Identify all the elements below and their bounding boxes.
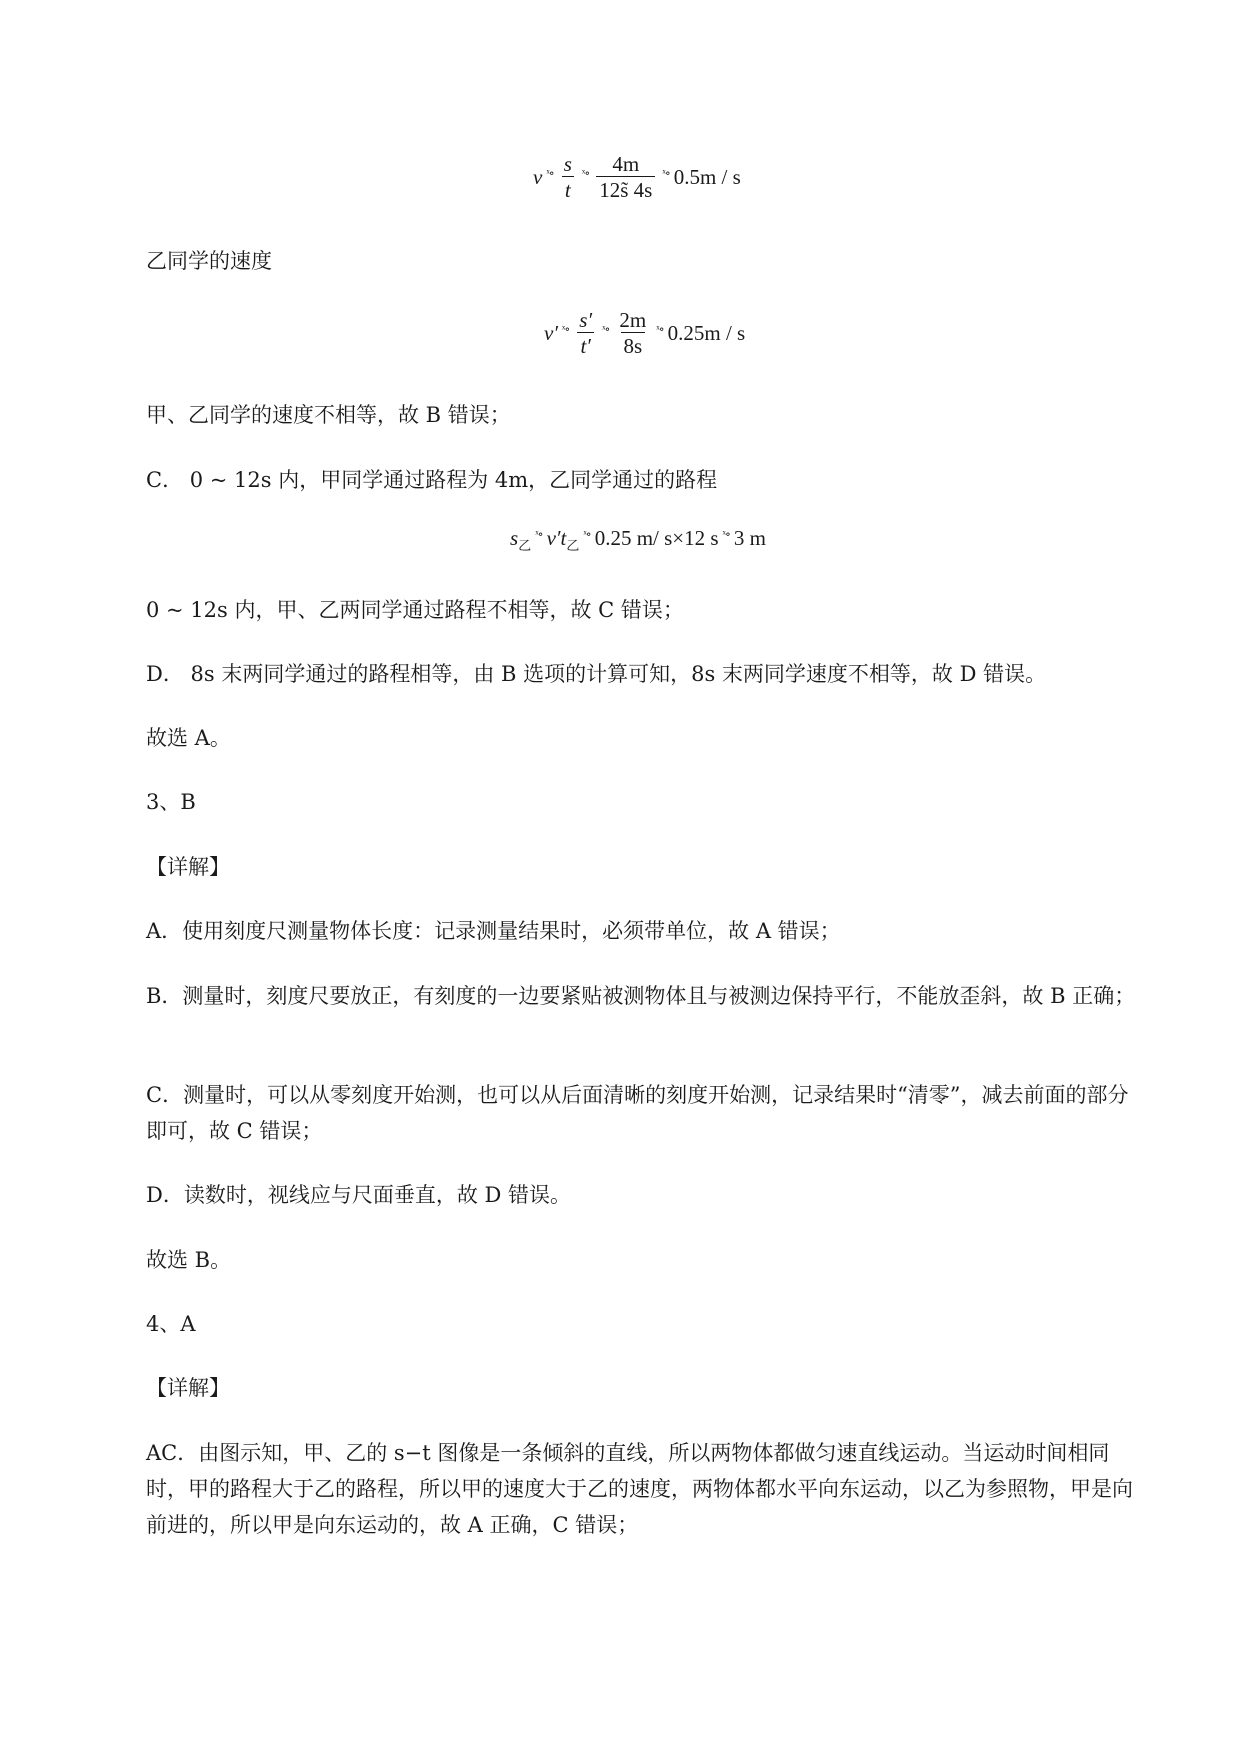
paragraph: 甲、乙同学的速度不相等，故 B 错误； [146,403,511,427]
eq2-frac2 [616,308,649,359]
eq2-frac1 [576,308,595,359]
section-heading: 【详解】 [146,1376,230,1400]
eq1-frac2 [596,152,655,203]
answer-number: 4、A [146,1312,196,1336]
paragraph: AC．由图示知，甲、乙的 s−t 图像是一条倾斜的直线，所以两物体都做匀速直线运动。当运动时间相同时，甲的路程大于乙的路程，所以甲的速度大于乙的速度，两物体都水平向东运动，以乙为参照物，甲是向前进的，所以甲是向东运动的，故 A 正确，C 错误； [146,1441,1133,1537]
eq1-rhs: 0.5m / s [673,165,741,189]
paragraph: D．读数时，视线应与尺面垂直，故 D 错误。 [146,1183,572,1207]
eq2-sym2: ˣ∘ [602,322,610,336]
eq1-frac1 [561,152,575,203]
eq2-lhs: v′ [544,321,558,345]
eq2-rhs: 0.25m / s [667,321,746,345]
section-heading: 【详解】 [146,855,230,879]
eq1-frac1-num: s [563,152,572,176]
paragraph: B．测量时，刻度尺要放正，有刻度的一边要紧贴被测物体且与被测边保持平行，不能放歪斜，故 B 正确； [146,984,1136,1008]
eq3-sym1: ˣ∘ [535,527,543,541]
paragraph: 乙同学的速度 [146,249,272,273]
eq3-calc: 0.25 m/ s×12 s [594,526,719,550]
equation-distance-yi [510,526,766,551]
eq2-frac2-num: 2m [619,308,647,332]
eq3-mid-sub: 乙 [566,538,580,553]
eq1-sym3: ˣ∘ [662,166,670,180]
eq1-sym1: ˣ∘ [546,166,554,180]
paragraph: 故选 A。 [146,726,231,750]
eq3-rhs: 3 m [733,526,766,550]
eq2-sym1: ˣ∘ [561,322,570,336]
eq3-sym2: ˣ∘ [583,527,591,541]
equation-speed-jia [533,152,741,203]
eq2-sym3: ˣ∘ [656,322,664,336]
eq1-frac2-num: 4m [612,152,640,176]
paragraph: D． 8s 末两同学通过的路程相等，由 B 选项的计算可知，8s 末两同学速度不相等，故 D 错误。 [146,662,1047,686]
eq3-lhs: s [510,526,519,550]
eq3-sym3: ˣ∘ [722,527,730,541]
eq2-frac1-num: s′ [579,308,593,332]
eq1-lhs: v [533,165,543,189]
eq3-lhs-sub: 乙 [518,538,532,553]
paragraph: 故选 B。 [146,1248,232,1272]
equation-speed-yi [544,308,745,359]
paragraph: C．测量时，可以从零刻度开始测，也可以从后面清晰的刻度开始测，记录结果时“清零”，减去前面的部分即可，故 C 错误； [146,1083,1129,1143]
eq2-frac1-den: t′ [577,332,593,359]
eq1-sym2: ˣ∘ [581,166,590,180]
paragraph: A．使用刻度尺测量物体长度：记录测量结果时，必须带单位，故 A 错误； [146,919,841,943]
eq3-mid: v′t [546,526,567,550]
paragraph: C． 0 ~ 12s 内，甲同学通过路程为 4m，乙同学通过的路程 [146,468,718,492]
eq1-frac2-den: 12s̃ 4s [596,176,655,203]
eq1-frac1-den: t [562,176,574,203]
paragraph: 0 ~ 12s 内，甲、乙两同学通过路程不相等，故 C 错误； [146,598,684,622]
answer-number: 3、B [146,790,196,814]
eq2-frac2-den: 8s [621,332,646,359]
